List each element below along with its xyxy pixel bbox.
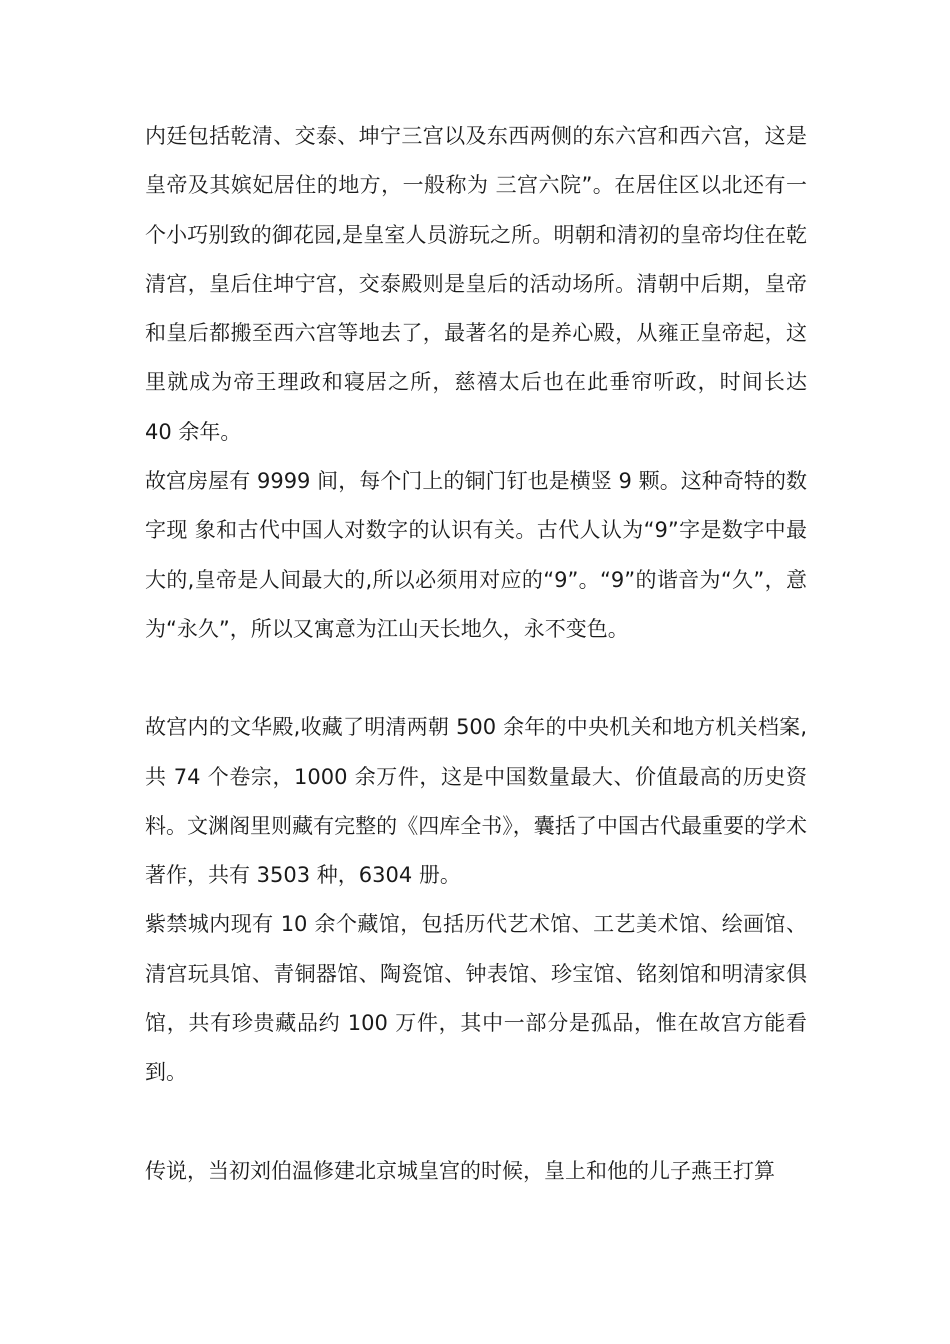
document-body [145, 112, 807, 1196]
paragraph-number-nine: 故宫房屋有 9999 间，每个门上的铜门钉也是横竖 9 颗。这种奇特的数字现 象和古代中国人对数字的认识有关。古代人认为“9”字是数字中最大的,皇帝是人间最大的,所以必须用对应的“9”。“9”的谐音为“久”，意为“永久”，所以又寓意为江山天长地久，永不变色。 [145, 469, 807, 641]
paragraph-spacer [145, 1098, 807, 1147]
paragraph-archives: 故宫内的文华殿,收藏了明清两朝 500 余年的中央机关和地方机关档案,共 74 个卷宗，1000 余万件，这是中国数量最大、价值最高的历史资料。文渊阁里则藏有完整的《四库全书》，囊括了中国古代最重要的学术著作，共有 3503 种，6304 册。 [145, 715, 807, 888]
paragraph-inner-court: 内廷包括乾清、交泰、坤宁三宫以及东西两侧的东六宫和西六宫，这是皇帝及其嫔妃居住的地方，一般称为 三宫六院”。在居住区以北还有一个小巧别致的御花园,是皇室人员游玩之所。明朝和清初的皇帝均住在乾清宫，皇后住坤宁宫，交泰殿则是皇后的活动场所。清朝中后期，皇帝和皇后都搬至西六宫等地去了，最著名的是养心殿，从雍正皇帝起，这里就成为帝王理政和寝居之所，慈禧太后也在此垂帘听政，时间长达 40 余年。 [145, 124, 807, 444]
paragraph-museums: 紫禁城内现有 10 余个藏馆，包括历代艺术馆、工艺美术馆、绘画馆、清宫玩具馆、青铜器馆、陶瓷馆、钟表馆、珍宝馆、铭刻馆和明清家俱馆，共有珍贵藏品约 100 万件，其中一部分是孤品，惟在故宫方能看到。 [145, 912, 807, 1085]
paragraph-spacer [145, 654, 807, 703]
paragraph-legend: 传说，当初刘伯温修建北京城皇宫的时候，皇上和他的儿子燕王打算 [145, 1158, 775, 1183]
